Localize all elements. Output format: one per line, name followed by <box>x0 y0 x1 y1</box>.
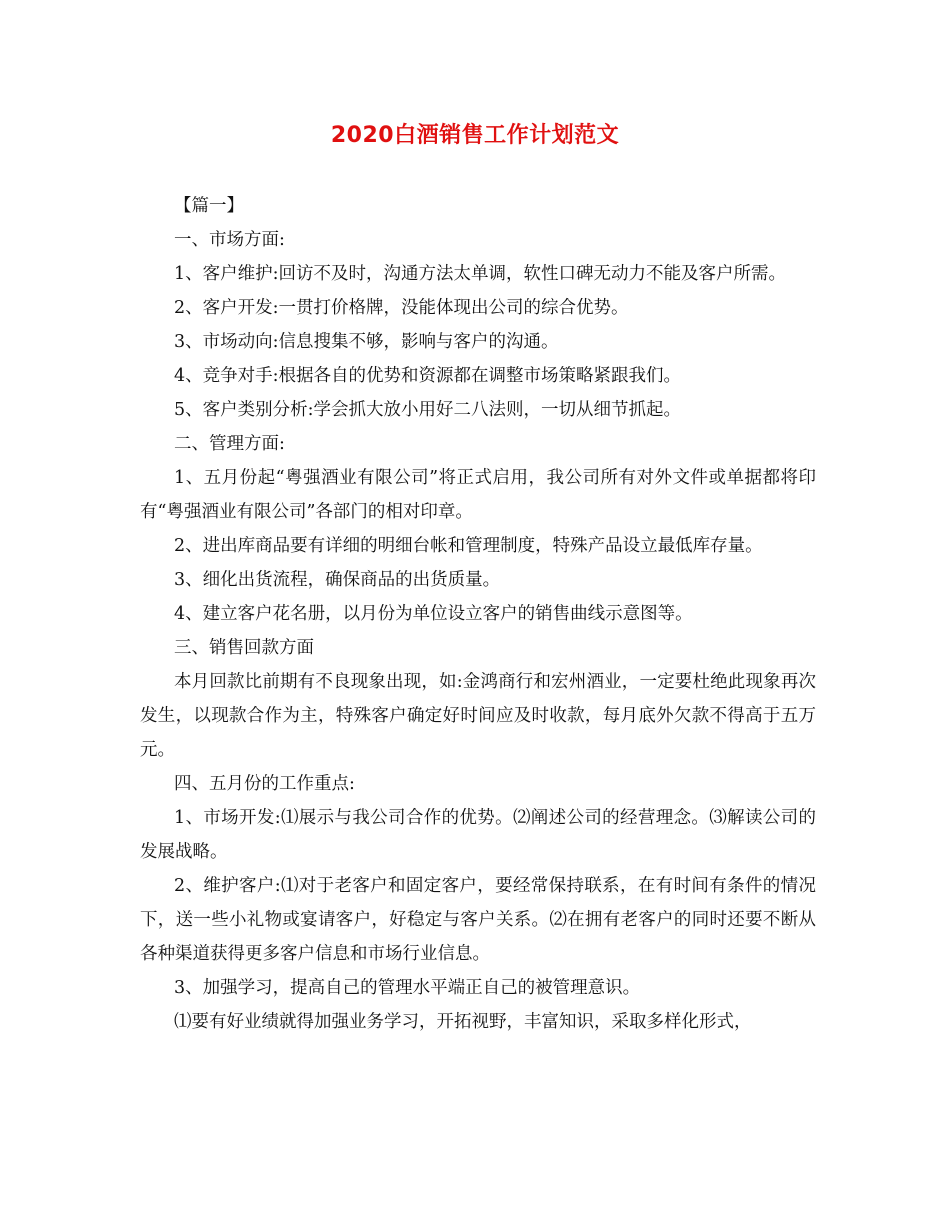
paragraph: 5、客户类别分析:学会抓大放小用好二八法则，一切从细节抓起。 <box>174 400 682 420</box>
paragraph: 2、进出库商品要有详细的明细台帐和管理制度，特殊产品设立最低库存量。 <box>174 536 763 556</box>
paragraph: 4、竞争对手:根据各自的优势和资源都在调整市场策略紧跟我们。 <box>174 366 682 386</box>
document-body <box>140 189 816 1039</box>
section-heading-payment: 三、销售回款方面 <box>174 638 314 658</box>
paragraph: 3、加强学习，提高自己的管理水平端正自己的被管理意识。 <box>174 978 641 998</box>
paragraph: ⑴要有好业绩就得加强业务学习，开拓视野，丰富知识，采取多样化形式， <box>174 1012 752 1032</box>
paragraph: 2、维护客户:⑴对于老客户和固定客户，要经常保持联系，在有时间有条件的情况下，送一些小礼物或宴请客户，好稳定与客户关系。⑵在拥有老客户的同时还要不断从各种渠道获得更多客户信息和市场行业信息。 <box>140 876 816 964</box>
section-heading-market: 一、市场方面: <box>174 230 285 250</box>
section-label: 【篇一】 <box>174 196 244 216</box>
paragraph: 本月回款比前期有不良现象出现，如:金鸿商行和宏州酒业，一定要杜绝此现象再次发生，以现款合作为主，特殊客户确定好时间应及时收款，每月底外欠款不得高于五万元。 <box>140 672 816 760</box>
section-heading-management: 二、管理方面: <box>174 434 285 454</box>
paragraph: 1、市场开发:⑴展示与我公司合作的优势。⑵阐述公司的经营理念。⑶解读公司的发展战略。 <box>140 808 816 862</box>
paragraph: 1、客户维护:回访不及时，沟通方法太单调，软性口碑无动力不能及客户所需。 <box>174 264 787 284</box>
paragraph: 4、建立客户花名册，以月份为单位设立客户的销售曲线示意图等。 <box>174 604 693 624</box>
paragraph: 3、细化出货流程，确保商品的出货质量。 <box>174 570 501 590</box>
paragraph: 2、客户开发:一贯打价格牌，没能体现出公司的综合优势。 <box>174 298 629 318</box>
section-heading-may-focus: 四、五月份的工作重点: <box>174 774 355 794</box>
document-title: 2020白酒销售工作计划范文 <box>330 123 620 148</box>
paragraph: 3、市场动向:信息搜集不够，影响与客户的沟通。 <box>174 332 559 352</box>
paragraph: 1、五月份起“粤强酒业有限公司”将正式启用，我公司所有对外文件或单据都将印有“粤强酒业有限公司”各部门的相对印章。 <box>140 468 816 522</box>
